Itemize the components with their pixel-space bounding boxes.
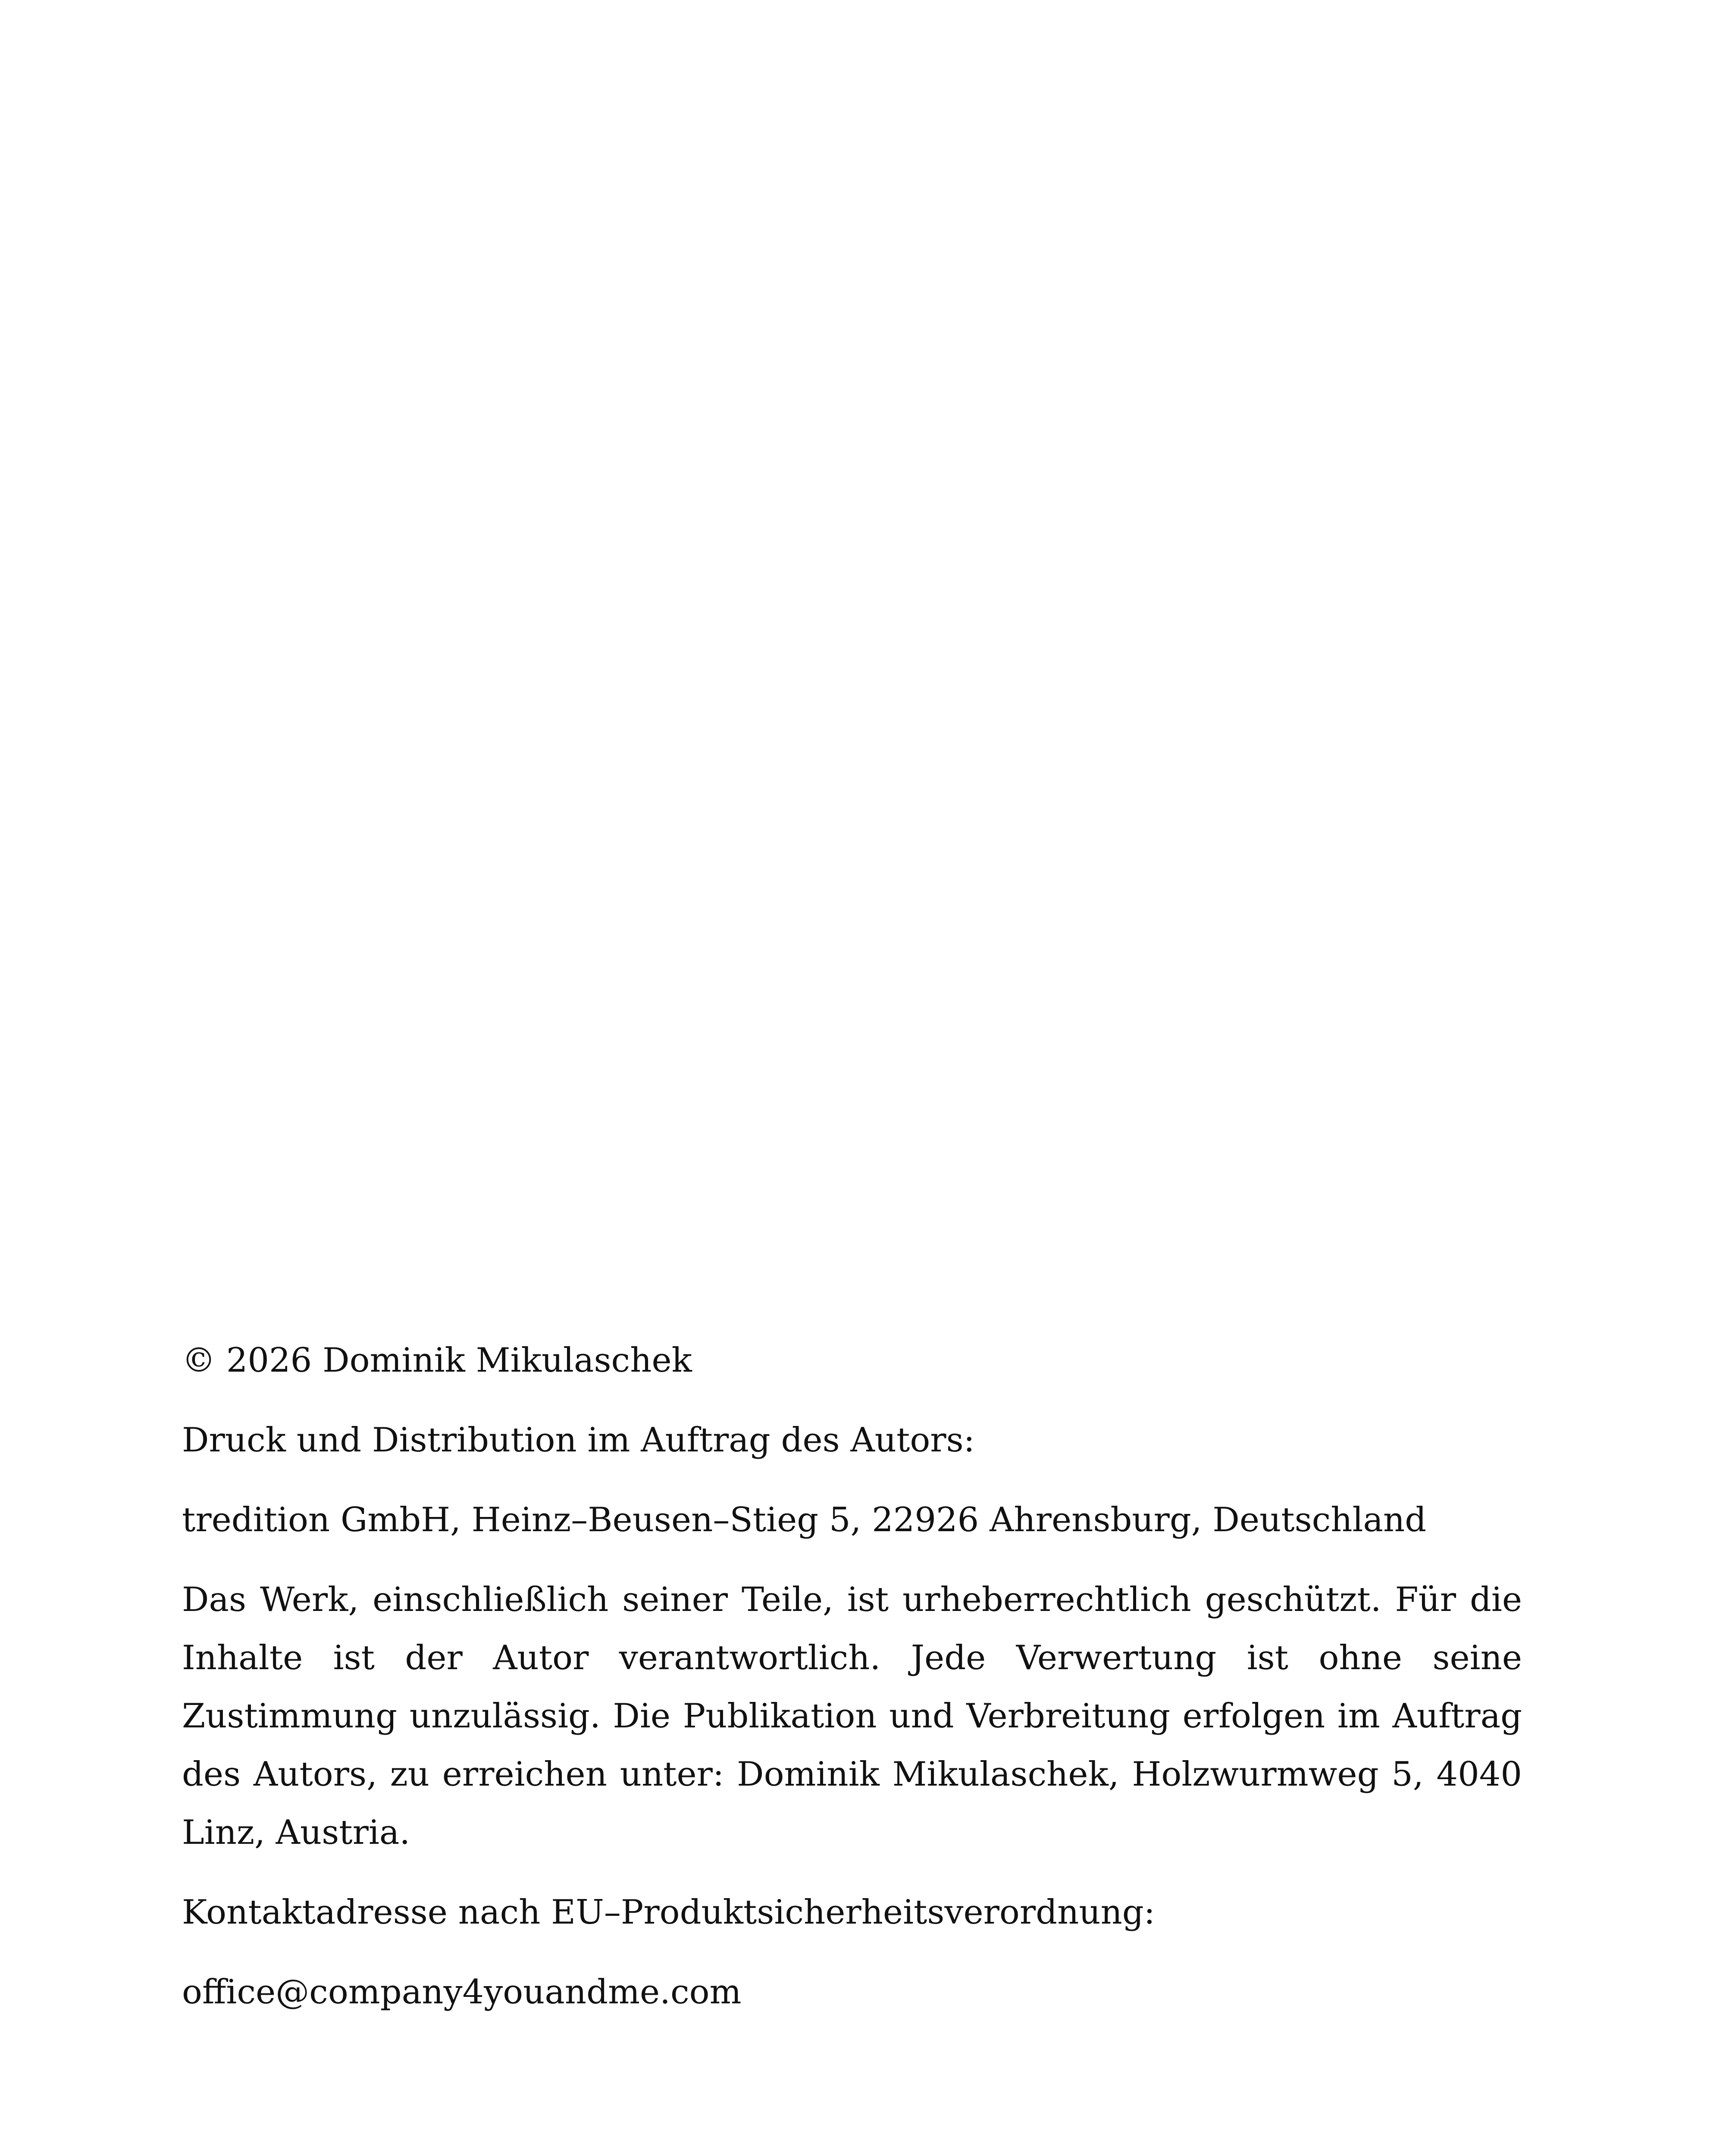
copyright-line: © 2026 Dominik Mikulaschek [182,1341,692,1380]
contact-label: Kontaktadresse nach EU–Produktsicherheitsverordnung: [182,1893,1156,1932]
copyright-notice: Das Werk, einschließlich seiner Teile, ist urheberrechtlich geschützt. Für die Inhalte ist der Autor verantwortlich. Jede Verwertung ist ohne seine Zustimmung unzulässig. Die Publikation und Verbreitung erfolgen im Auftrag des Autors, zu erreichen unter: Dominik Mikulaschek, Holzwurmweg 5, 4040 Linz, Austria. [182,1580,1522,1852]
publisher-address: tredition GmbH, Heinz–Beusen–Stieg 5, 22926 Ahrensburg, Deutschland [182,1501,1427,1539]
imprint-block [182,1332,1522,2043]
print-distribution-label: Druck und Distribution im Auftrag des Autors: [182,1421,975,1460]
contact-email: office@company4youandme.com [182,1973,742,2012]
